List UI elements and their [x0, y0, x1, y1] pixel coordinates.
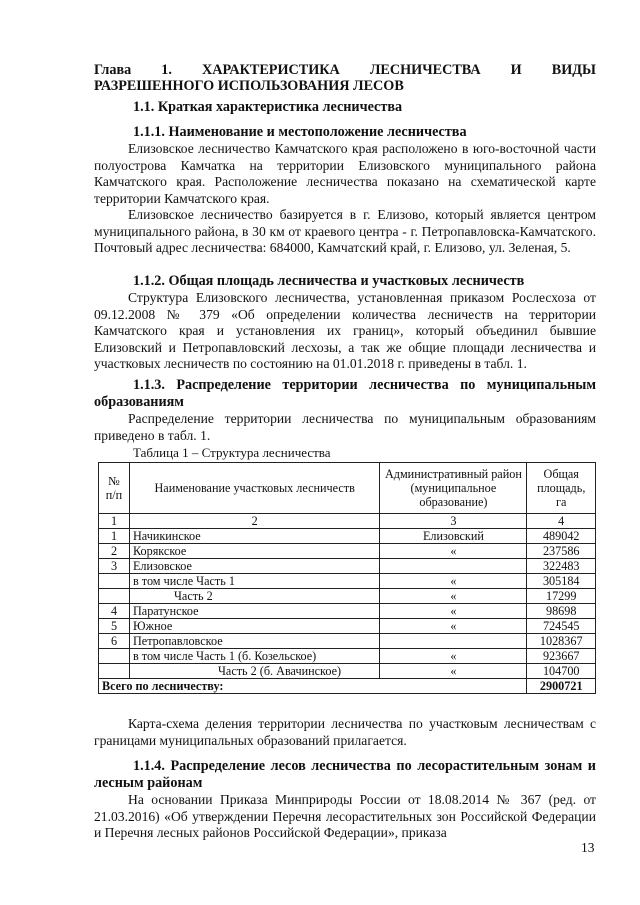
table-row	[99, 529, 596, 544]
chapter-label: Глава	[94, 62, 132, 78]
section-1-1-3-heading: 1.1.3. Распределение территории лесничества по муниципальным образованиям	[94, 377, 596, 410]
row-num: 5	[99, 619, 130, 634]
paragraph-location: Елизовское лесничество Камчатского края расположено в юго-восточной части полуострова Камчатка на территории Елизовского муниципального района Камчатского края. Расположение лесничества показано на схематической карте территории Камчатского края.	[94, 141, 596, 206]
chapter-word-1: ХАРАКТЕРИСТИКА	[202, 62, 340, 78]
chapter-heading	[94, 62, 596, 94]
row-area: 489042	[527, 529, 596, 544]
table-row	[99, 604, 596, 619]
row-num: 1	[99, 529, 130, 544]
row-district	[380, 559, 527, 574]
row-district: «	[380, 664, 527, 679]
section-1-1-4-heading: 1.1.4. Распределение лесов лесничества по лесорастительным зонам и лесным районам	[94, 758, 596, 791]
row-num: 6	[99, 634, 130, 649]
row-district: «	[380, 604, 527, 619]
table-row	[99, 589, 596, 604]
row-num: 3	[99, 559, 130, 574]
table-row	[99, 559, 596, 574]
row-area: 104700	[527, 664, 596, 679]
row-name: Елизовское	[129, 559, 379, 574]
chapter-word-2: ЛЕСНИЧЕСТВА	[369, 62, 481, 78]
header-num: № п/п	[99, 463, 130, 514]
row-area: 237586	[527, 544, 596, 559]
colnum-2: 2	[129, 514, 379, 529]
table-row	[99, 619, 596, 634]
table-row	[99, 574, 596, 589]
table-row	[99, 664, 596, 679]
row-district	[380, 634, 527, 649]
table-row	[99, 544, 596, 559]
row-name: в том числе Часть 1 (б. Козельское)	[129, 649, 379, 664]
row-name: Южное	[129, 619, 379, 634]
total-value: 2900721	[527, 679, 596, 694]
row-area: 305184	[527, 574, 596, 589]
header-name: Наименование участковых лесничеств	[129, 463, 379, 514]
row-area: 724545	[527, 619, 596, 634]
paragraph-order: На основании Приказа Минприроды России от 18.08.2014 № 367 (ред. от 21.03.2016) «Об утверждении Перечня лесорастительных зон Российской Федерации и Перечня лесных районов Российской Федерации», приказа	[94, 792, 596, 840]
row-name: Начикинское	[129, 529, 379, 544]
row-district: Елизовский	[380, 529, 527, 544]
row-num	[99, 574, 130, 589]
row-area: 923667	[527, 649, 596, 664]
paragraph-distribution: Распределение территории лесничества по муниципальным образованиям приведено в табл. 1.	[94, 411, 596, 443]
chapter-number: 1.	[161, 62, 172, 78]
paragraph-base: Елизовское лесничество базируется в г. Елизово, который является центром муниципального района, в 30 км от краевого центра - г. Петропавловска-Камчатского. Почтовый адрес лесничества: 684000, Камчатский край, г. Елизово, ул. Зеленая, 5.	[94, 207, 596, 255]
table-caption: Таблица 1 – Структура лесничества	[133, 445, 331, 460]
chapter-word-4: ВИДЫ	[551, 62, 596, 78]
structure-table	[98, 462, 596, 694]
colnum-4: 4	[527, 514, 596, 529]
header-area: Общая площадь, га	[527, 463, 596, 514]
page-number: 13	[581, 840, 595, 855]
section-1-1-heading: 1.1. Краткая характеристика лесничества	[133, 99, 403, 115]
row-district: «	[380, 574, 527, 589]
colnum-3: 3	[380, 514, 527, 529]
table-total-row	[99, 679, 596, 694]
table-row	[99, 649, 596, 664]
header-district: Административный район (муниципальное образование)	[380, 463, 527, 514]
row-name: Паратунское	[129, 604, 379, 619]
row-area: 98698	[527, 604, 596, 619]
chapter-word-3: И	[510, 62, 522, 78]
row-name: Часть 2	[129, 589, 379, 604]
row-district: «	[380, 649, 527, 664]
row-num	[99, 664, 130, 679]
row-district: «	[380, 544, 527, 559]
row-district: «	[380, 589, 527, 604]
row-num: 2	[99, 544, 130, 559]
table-row	[99, 634, 596, 649]
row-num	[99, 589, 130, 604]
colnum-1: 1	[99, 514, 130, 529]
row-area: 17299	[527, 589, 596, 604]
row-num	[99, 649, 130, 664]
row-name: Часть 2 (б. Авачинское)	[129, 664, 379, 679]
section-1-1-2-heading: 1.1.2. Общая площадь лесничества и участковых лесничеств	[133, 273, 525, 289]
row-name: Петропавловское	[129, 634, 379, 649]
row-name: Корякское	[129, 544, 379, 559]
row-name: в том числе Часть 1	[129, 574, 379, 589]
chapter-heading-line2: РАЗРЕШЕННОГО ИСПОЛЬЗОВАНИЯ ЛЕСОВ	[94, 78, 404, 94]
row-district: «	[380, 619, 527, 634]
row-num: 4	[99, 604, 130, 619]
chapter-heading-line1	[94, 62, 596, 78]
total-label: Всего по лесничеству:	[99, 679, 527, 694]
row-area: 322483	[527, 559, 596, 574]
row-area: 1028367	[527, 634, 596, 649]
table-header-row	[99, 463, 596, 514]
section-1-1-1-heading: 1.1.1. Наименование и местоположение лесничества	[133, 124, 467, 140]
paragraph-map: Карта-схема деления территории лесничества по участковым лесничествам с границами муниципальных образований прилагается.	[94, 716, 596, 748]
table-colnum-row	[99, 514, 596, 529]
paragraph-structure: Структура Елизовского лесничества, установленная приказом Рослесхоза от 09.12.2008 № 379 «Об определении количества лесничеств на территории Камчатского края и установления их границ», который объединил бывшие Елизовский и Петропавловский лесхозы, а так же общие площади лесничества и участковых лесничеств по состоянию на 01.01.2018 г. приведены в табл. 1.	[94, 290, 596, 371]
